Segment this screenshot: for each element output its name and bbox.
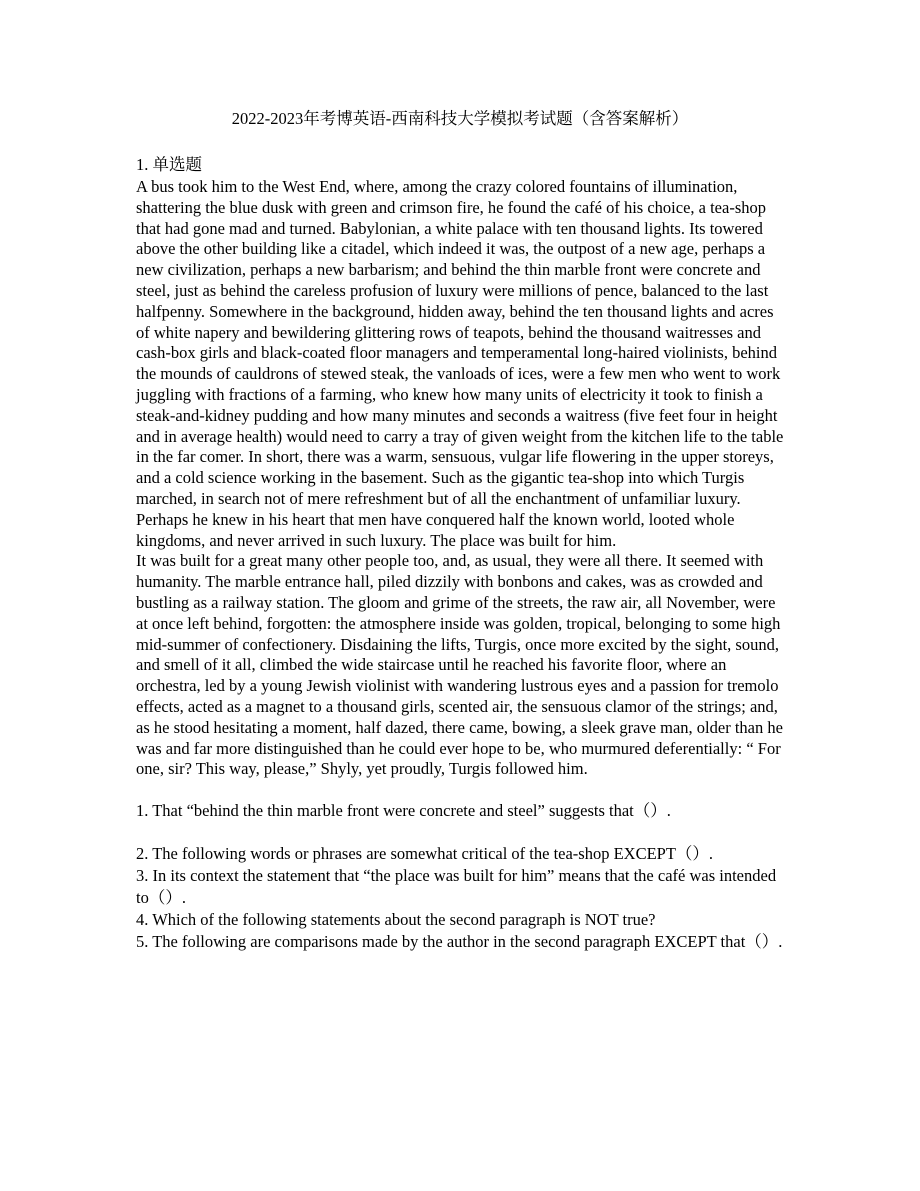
question-list (136, 800, 788, 953)
document-title: 2022-2023年考博英语-西南科技大学模拟考试题（含答案解析） (231, 109, 689, 128)
question-4: 4. Which of the following statements about the second paragraph is NOT true? (136, 910, 656, 930)
question-2: 2. The following words or phrases are somewhat critical of the tea-shop EXCEPT（）. (136, 844, 714, 864)
document-body (136, 154, 788, 953)
section-heading: 1. 单选题 (136, 155, 202, 174)
question-1: 1. That “behind the thin marble front were concrete and steel” suggests that（）. (136, 801, 671, 821)
passage-paragraph-1: A bus took him to the West End, where, among the crazy colored fountains of illumination, shattering the blue dusk with green and crimson fire, he found the café of his choice, a tea-shop that had gone mad and turned. Babylonian, a white palace with ten thousand lights. Its towered above the other building like a citadel, which indeed it was, the outpost of a new age, perhaps a new civilization, perhaps a new barbarism; and behind the thin marble front were concrete and steel, just as behind the careless profusion of luxury were millions of pence, balanced to the last halfpenny. Somewhere in the background, hidden away, behind the ten thousand lights and acres of white napery and bewildering glittering rows of teapots, behind the thousand waitresses and cash-box girls and black-coated floor managers and temperamental long-haired violinists, behind the mounds of cauldrons of stewed steak, the vanloads of ices, were a few men who went to work juggling with fractions of a farming, who knew how many units of electricity it took to finish a steak-and-kidney pudding and how many minutes and seconds a waitress (five feet four in height and in average health) would need to carry a tray of given weight from the kitchen life to the table in the far comer. In short, there was a warm, sensuous, vulgar life flowering in the upper storeys, and a cold science working in the basement. Such as the gigantic tea-shop into which Turgis marched, in search not of mere refreshment but of all the enchantment of unfamiliar luxury. Perhaps he knew in his heart that men have conquered half the known world, looted whole kingdoms, and never arrived in such luxury. The place was built for him. (136, 177, 784, 550)
question-3: 3. In its context the statement that “the place was built for him” means that the café was intended to（）. (136, 866, 777, 908)
question-5: 5. The following are comparisons made by the author in the second paragraph EXCEPT that（）. (136, 932, 783, 952)
passage-paragraph-2: It was built for a great many other people too, and, as usual, they were all there. It seemed with humanity. The marble entrance hall, piled dizzily with bonbons and cakes, was as crowded and bustling as a railway station. The gloom and grime of the streets, the raw air, all November, were at once left behind, forgotten: the atmosphere inside was golden, tropical, belonging to some high mid-summer of confectionery. Disdaining the lifts, Turgis, once more excited by the sight, sound, and smell of it all, climbed the wide staircase until he reached his favorite floor, where an orchestra, led by a young Jewish violinist with wandering lustrous eyes and a passion for tremolo effects, acted as a magnet to a thousand girls, scented air, the sensuous clamor of the strings; and, as he stood hesitating a moment, half dazed, there came, bowing, a sleek grave man, older than he was and far more distinguished than he could ever hope to be, who murmured deferentially: “ For one, sir? This way, please,” Shyly, yet proudly, Turgis followed him. (136, 551, 783, 779)
